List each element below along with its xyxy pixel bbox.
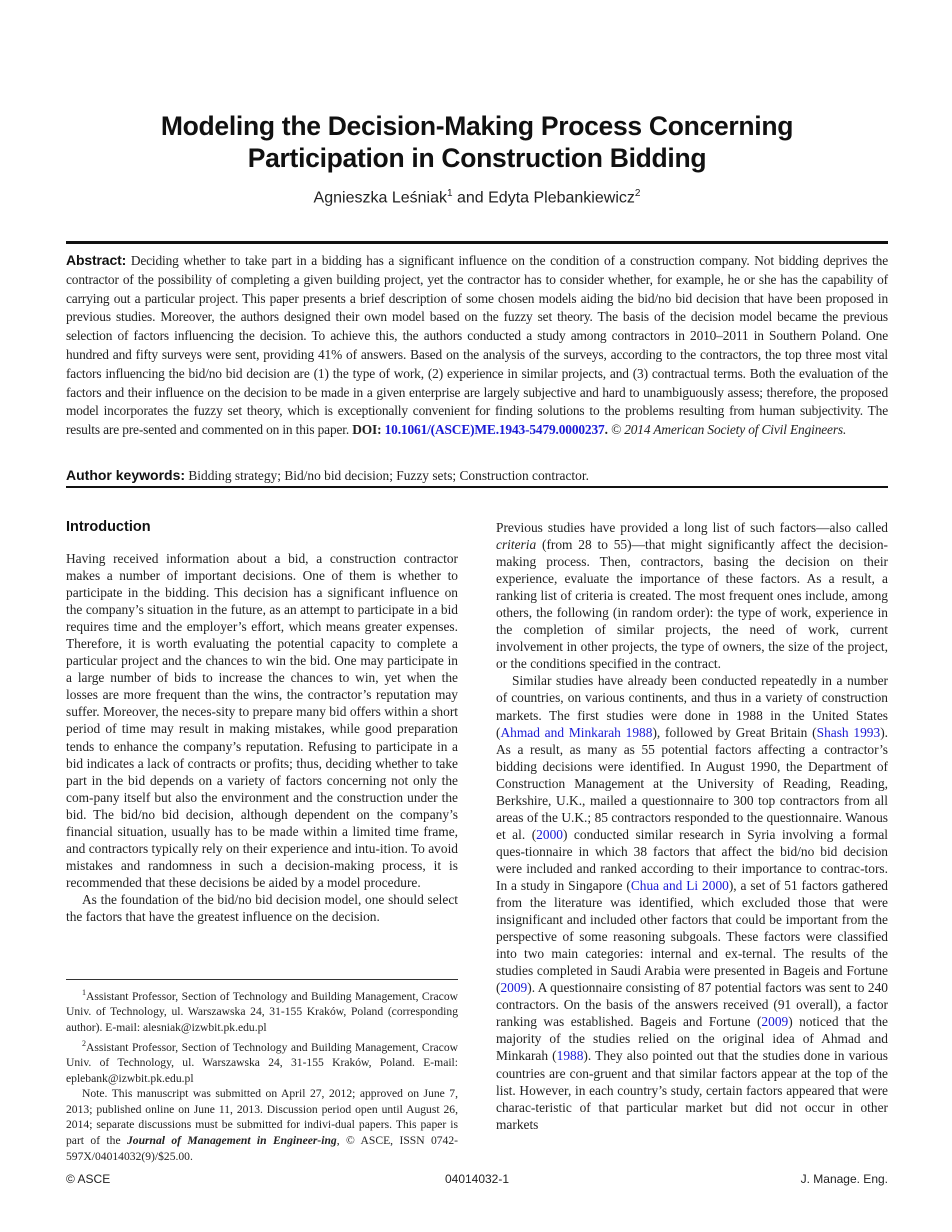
author-keywords (66, 467, 888, 484)
text-segment: ). As a result, as many as 55 potential factors affecting a contractor’s bidding decisions were identified. In August 1990, the Department of Construction Management at the University of Reading, Reading, Berkshire, U.K., mailed a questionnaire to 300 top contractors from all areas of the U.K.; 85 contractors responded to the questionnaire. Wanous et al. ( (496, 724, 889, 842)
footnotes (66, 985, 458, 1164)
footnote-2-mark: 2 (82, 1038, 86, 1048)
footer-journal-abbrev: J. Manage. Eng. (800, 1172, 888, 1186)
abstract-top-rule (66, 241, 888, 244)
text-segment: (from 28 to 55)—that might significantly affect the decision-making process. Then, contractors, basing the decision on their experience, evaluate the importance of these factors. As a result, a ranking list of criteria is created. The most frequent ones include, among others, the following (in random order): the type of work, experience in the completion of similar projects, the need of work, current involvement in other projects, the type of owners, the size of the project, or the conditions specified in the contract. (496, 537, 888, 672)
footnote-2-text: Assistant Professor, Section of Technology and Building Management, Cracow Univ. of Technology, ul. Warszawska 24, 31-155 Kraków, Poland. E-mail: eplebank@izwbit.pk.edu.pl (66, 1040, 458, 1085)
abstract-label: Abstract: (66, 252, 127, 268)
text-segment: ), followed by Great Britain ( (652, 724, 817, 740)
right-column (496, 519, 888, 1133)
footnote-2 (66, 1036, 458, 1087)
citation-link-wanous-2000[interactable]: 2000 (536, 826, 563, 842)
author-2: Edyta Plebankiewicz (488, 189, 635, 207)
footer-article-number: 04014032-1 (444, 1172, 510, 1186)
footnote-1-text: Assistant Professor, Section of Technology and Building Management, Cracow Univ. of Technology, ul. Warszawska 24, 31-155 Kraków, Poland (corresponding author). E-mail: alesniak@izwbit.pk.edu.pl (66, 989, 458, 1035)
footnote-rule (66, 979, 458, 980)
paper-title (66, 110, 888, 174)
note-text-b: , © ASCE, ISSN 0742-597X/04014032(9)/$25.00. (66, 1134, 459, 1163)
title-line-2: Participation in Construction Bidding (247, 143, 707, 173)
text-segment: ). A questionnaire consisting of 87 potential factors was sent to 240 contractors. On the basis of the answers received (91 overall), a factor ranking was established. Bageis and Fortune ( (496, 980, 888, 1030)
title-line-1: Modeling the Decision-Making Process Concerning (160, 111, 794, 141)
author-2-affiliation-mark: 2 (634, 188, 641, 199)
manuscript-note (66, 1086, 458, 1164)
criteria-term: criteria (496, 537, 537, 553)
citation-link-bageis-fortune-2009-b[interactable]: 2009 (761, 1014, 789, 1030)
right-paragraph-1 (496, 519, 888, 672)
text-segment: ), a set of 51 factors gathered from the literature was identified, which excluded those that were insignificant and included other factors that could be important from the perspective of some reasoning subgoals. These factors were classified into two main categories: internal and ex-ternal. The results of the studies completed in Saudi Arabia were presented in Bageis and Fortune ( (496, 877, 888, 996)
text-segment: Similar studies have already been conducted repeatedly in a number of countries, on various continents, and thus in a variety of construction markets. The first studies were done in 1988 in the United States ( (496, 673, 888, 740)
abstract-text: Deciding whether to take part in a bidding has a significant influence on the condition of a construction company. Not bidding deprives the contractor of the possibility of completing a given building project, yet the contractor has to consider whether, for example, he or she has the capability of carrying out a particular project. This paper presents a brief description of some chosen models aiding the bid/no bid decision that have been proposed in previous studies. Moreover, the authors designed their own model based on the fuzzy set theory. The basis of the decision model became the previous selection of factors influencing the decision. To achieve this, the authors conducted a study among contractors in 2010–2011 in Southern Poland. One hundred and fifty surveys were sent, providing 41% of answers. Based on the analysis of the surveys, according to the contractors, the top three most vital factors influencing the bid/no bid decision are (1) the type of work, (2) experience in similar projects, and (3) contractual terms. Both the evaluation of the factors and their influence on the decision to be made in a given enterprise are largely subjective and hard to unambiguously assess; therefore, the proposed model incorporates the fuzzy set theory, which is exceptionally convenient for finding solutions to the problems resulting from human subjectivity. The results are pre-sented and commented on in this paper. (66, 253, 888, 438)
left-column (66, 518, 458, 925)
author-conjunction: and (452, 189, 489, 207)
text-segment: ) noticed that the majority of the studies relied on the original idea of Ahmad and Minkarah ( (496, 1014, 888, 1064)
author-1-affiliation-mark: 1 (446, 188, 453, 199)
text-segment: ). They also pointed out that the studies done in various countries are con-gruent and that similar factors appear at the top of the list. However, in each country’s study, certain factors appeared that were charac-teristic of that particular market but did not occur in other markets (496, 1048, 888, 1132)
citation-link-shash-1993[interactable]: Shash 1993 (816, 724, 881, 740)
keywords-bottom-rule (66, 486, 888, 488)
journal-name: Journal of Management in Engineer-ing (126, 1134, 337, 1148)
citation-link-bageis-fortune-2009[interactable]: 2009 (500, 980, 528, 996)
text-segment: Previous studies have provided a long list of such factors—also called (496, 520, 888, 535)
abstract-copyright: © 2014 American Society of Civil Engineers. (610, 422, 847, 438)
doi-label: DOI: (352, 422, 382, 438)
keywords-text: Bidding strategy; Bid/no bid decision; Fuzzy sets; Construction contractor. (185, 468, 589, 483)
footer-publisher: © ASCE (66, 1172, 111, 1186)
abstract (66, 251, 888, 440)
introduction-heading: Introduction (66, 519, 151, 535)
doi-period: . (604, 422, 611, 438)
author-1: Agnieszka Leśniak (313, 189, 447, 207)
author-list (66, 188, 888, 207)
citation-link-ahmad-minkarah-1988-b[interactable]: 1988 (556, 1048, 584, 1064)
intro-paragraph-1: Having received information about a bid, a construction contractor makes a number of important decisions. One of them is whether to participate in the bidding. This decision has a significant influence on the company’s situation in the future, as an attempt to participate in a bid requires time and the employer’s effort, which means greater expenses. Therefore, it is worth evaluating the potential capacity to complete a particular project and the chances to win the bid. One may participate in a large number of bids to increase the chances to win, yet when the losses are more frequent than the wins, the contractor’s reputation may suffer. Moreover, the neces-sity to prepare many bid offers within a short period of time may result in making mistakes, while good preparation tends to enhance the company’s reputation. Refusing to participate in a bid indicates a lack of contracts or profits; thus, deciding whether to take part in the bid depends on a variety of factors concerning not only the com-pany itself but also the environment and the construction under the bid. The bid/no bid decision, although dependent on the company’s financial situation, usually has to be made within a limited time frame, and contractors typically rely on their experience and intu-ition. To avoid mistakes and randomness in such a decision-making process, it is recommended that these decisions be aided by a model procedure. (66, 551, 458, 890)
intro-paragraph-2: As the foundation of the bid/no bid decision model, one should select the factors that have the greatest influence on the decision. (66, 891, 458, 924)
doi-link[interactable]: 10.1061/(ASCE)ME.1943-5479.0000237 (384, 422, 605, 438)
note-text-a: Note. This manuscript was submitted on April 27, 2012; approved on June 7, 2013; published online on June 11, 2013. Discussion period open until August 26, 2014; separate discussions must be submitted for indivi-dual papers. This paper is part of the (66, 1087, 458, 1148)
citation-link-ahmad-minkarah-1988[interactable]: Ahmad and Minkarah 1988 (500, 724, 653, 740)
text-segment: ) conducted similar research in Syria involving a formal ques-tionnaire in which 38 factors that affect the bid/no bid decision were included and ranked according to their importance to contrac-tors. In a study in Singapore ( (496, 826, 888, 893)
keywords-label: Author keywords: (66, 467, 186, 483)
right-paragraph-2 (496, 672, 888, 1132)
citation-link-chua-li-2000[interactable]: Chua and Li 2000 (630, 877, 729, 893)
footnote-1 (66, 985, 458, 1036)
footnote-1-mark: 1 (82, 988, 86, 997)
